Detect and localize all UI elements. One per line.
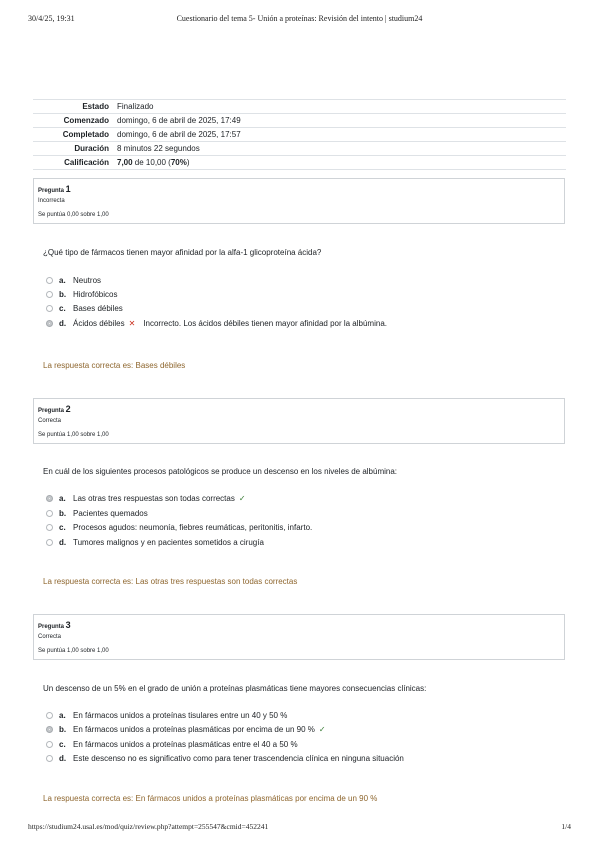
answer-text: Hidrofóbicos — [73, 290, 118, 299]
summary-label: Duración — [33, 142, 113, 156]
answer-text: Ácidos débiles — [73, 319, 125, 328]
answer-text: Procesos agudos: neumonía, fiebres reumáticas, peritonitis, infarto. — [73, 523, 313, 532]
answer-letter: d. — [59, 319, 67, 328]
print-footer — [28, 822, 571, 834]
question-text: ¿Qué tipo de fármacos tienen mayor afinidad por la alfa-1 glicoproteína ácida? — [43, 248, 322, 257]
correct-check-icon: ✓ — [238, 494, 246, 503]
question-number: Pregunta 1 — [38, 184, 71, 194]
answer-letter: b. — [59, 509, 67, 518]
answer-text: Neutros — [73, 276, 102, 285]
answer-text: Las otras tres respuestas son todas correctas — [73, 494, 235, 503]
answer-text: Tumores malignos y en pacientes sometidos a cirugía — [73, 538, 264, 547]
radio-button[interactable] — [46, 539, 53, 546]
page-number: 1/4 — [561, 822, 571, 831]
grade-score: 7,00 — [117, 158, 133, 167]
answer-letter: a. — [59, 494, 66, 503]
summary-label: Comenzado — [33, 114, 113, 128]
answer-letter: d. — [59, 538, 67, 547]
answer-letter: a. — [59, 276, 66, 285]
question-state: Correcta — [38, 634, 62, 640]
question-number: Pregunta 2 — [38, 404, 71, 414]
summary-value — [113, 156, 566, 170]
attempt-summary-table — [33, 99, 566, 170]
summary-label: Estado — [33, 100, 113, 114]
radio-button[interactable] — [46, 510, 53, 517]
question-grade: Se puntúa 1,00 sobre 1,00 — [38, 648, 109, 654]
print-url: https://studium24.usal.es/mod/quiz/review.php?attempt=255547&cmid=452241 — [28, 822, 269, 831]
question-info-3 — [33, 614, 565, 660]
radio-button[interactable] — [46, 305, 53, 312]
print-header — [28, 14, 571, 26]
answer-text: Pacientes quemados — [73, 509, 148, 518]
right-answer: La respuesta correcta es: Bases débiles — [43, 361, 186, 370]
right-answer: La respuesta correcta es: En fármacos unidos a proteínas plasmáticas por encima de un 90 % — [43, 794, 378, 803]
question-text: En cuál de los siguientes procesos patológicos se produce un descenso en los niveles de albúmina: — [43, 467, 397, 476]
grade-percent: 70% — [170, 158, 187, 167]
summary-value: domingo, 6 de abril de 2025, 17:57 — [113, 128, 566, 142]
summary-row-duration — [33, 142, 566, 156]
question-info-2 — [33, 398, 565, 444]
correct-check-icon: ✓ — [318, 725, 326, 734]
question-number: Pregunta 3 — [38, 620, 71, 630]
radio-button[interactable] — [46, 755, 53, 762]
summary-value: 8 minutos 22 segundos — [113, 142, 566, 156]
summary-label: Completado — [33, 128, 113, 142]
answer-letter: c. — [59, 304, 66, 313]
answer-text: Bases débiles — [73, 304, 123, 313]
incorrect-icon: ✕ — [128, 319, 136, 328]
answer-letter: a. — [59, 711, 66, 720]
question-grade: Se puntúa 1,00 sobre 1,00 — [38, 432, 109, 438]
answer-letter: b. — [59, 290, 67, 299]
grade-close: ) — [186, 158, 190, 167]
answer-feedback: Incorrecto. Los ácidos débiles tienen mayor afinidad por la albúmina. — [143, 319, 387, 328]
grade-out-of: de 10,00 ( — [132, 158, 171, 167]
answer-letter: c. — [59, 740, 66, 749]
question-info-1 — [33, 178, 565, 224]
answer-text: En fármacos unidos a proteínas tisulares entre un 40 y 50 % — [73, 711, 288, 720]
summary-label: Calificación — [33, 156, 113, 170]
print-page-title: Cuestionario del tema 5- Unión a proteínas: Revisión del intento | studium24 — [176, 14, 423, 23]
question-state: Correcta — [38, 418, 62, 424]
summary-row-grade — [33, 156, 566, 170]
radio-button-checked[interactable] — [46, 495, 53, 502]
question-text: Un descenso de un 5% en el grado de unión a proteínas plasmáticas tiene mayores consecuencias clínicas: — [43, 684, 427, 693]
radio-button[interactable] — [46, 741, 53, 748]
answer-text: En fármacos unidos a proteínas plasmáticas por encima de un 90 % — [73, 725, 315, 734]
answer-letter: b. — [59, 725, 67, 734]
radio-button[interactable] — [46, 524, 53, 531]
question-grade: Se puntúa 0,00 sobre 1,00 — [38, 212, 109, 218]
radio-button[interactable] — [46, 712, 53, 719]
answer-text: Este descenso no es significativo como para tener trascendencia clínica en ninguna situación — [73, 754, 404, 763]
question-state: Incorrecta — [38, 198, 65, 204]
radio-button-checked[interactable] — [46, 726, 53, 733]
radio-button-checked[interactable] — [46, 320, 53, 327]
summary-row-started — [33, 114, 566, 128]
summary-value: Finalizado — [113, 100, 566, 114]
summary-row-state — [33, 100, 566, 114]
radio-button[interactable] — [46, 277, 53, 284]
answer-letter: c. — [59, 523, 66, 532]
answer-text: En fármacos unidos a proteínas plasmáticas entre el 40 a 50 % — [73, 740, 298, 749]
summary-value: domingo, 6 de abril de 2025, 17:49 — [113, 114, 566, 128]
print-datetime: 30/4/25, 19:31 — [28, 14, 75, 23]
answer-letter: d. — [59, 754, 67, 763]
radio-button[interactable] — [46, 291, 53, 298]
right-answer: La respuesta correcta es: Las otras tres respuestas son todas correctas — [43, 577, 298, 586]
summary-row-completed — [33, 128, 566, 142]
